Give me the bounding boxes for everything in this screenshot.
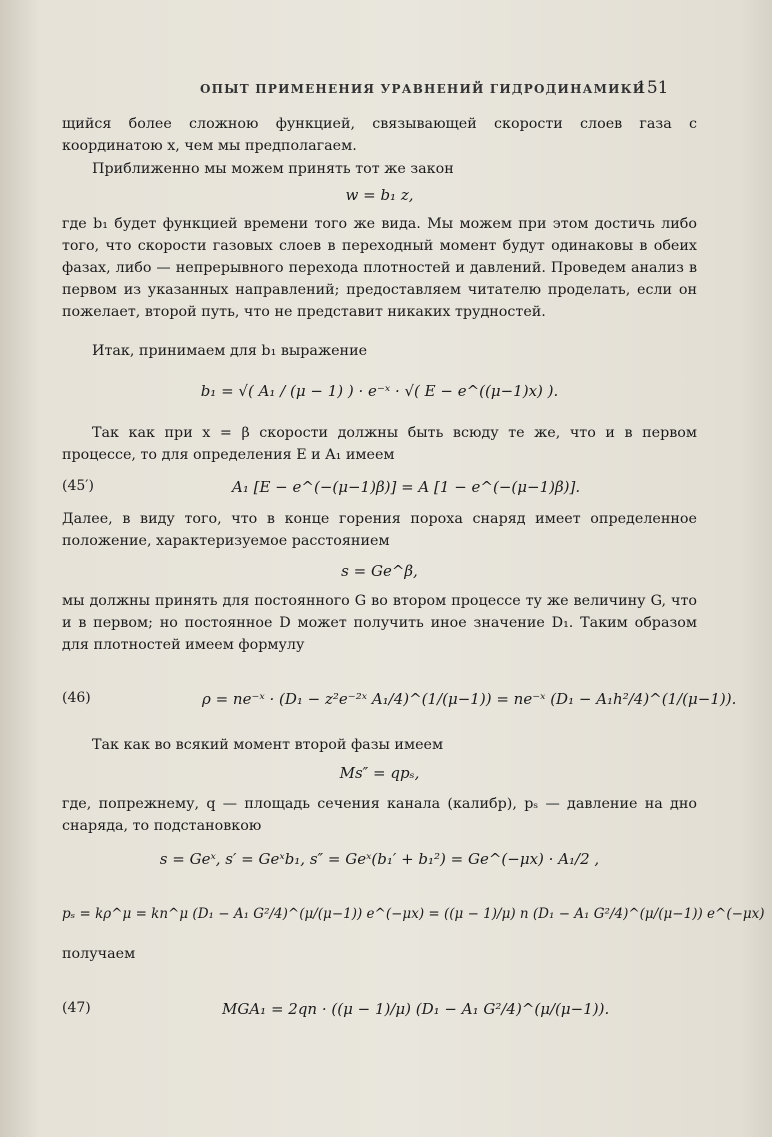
- paragraph-9: где, попрежнему, q — площадь сечения канала (калибр), pₛ — давление на дно снаряда, то подстановкою: [62, 796, 697, 834]
- formula-w: w = b₁ z,: [345, 186, 414, 204]
- formula-b1: b₁ = √( A₁ / (μ − 1) ) · e⁻ˣ · √( E − e^((μ−1)x) ).: [200, 382, 559, 400]
- paragraph-6: Далее, в виду того, что в конце горения пороха снаряд имеет определенное положение, характеризуемое расстоянием: [62, 511, 697, 549]
- equation-number-45: (45′): [62, 478, 94, 494]
- paragraph-2: Приближенно мы можем принять тот же закон: [92, 161, 454, 177]
- formula-substitution: s = Geˣ, s′ = Geˣb₁, s″ = Geˣ(b₁′ + b₁²) = Ge^(−μx) · A₁/2 ,: [159, 850, 600, 868]
- formula-ms: Ms″ = qpₛ,: [339, 764, 420, 782]
- page-number: 151: [636, 78, 669, 98]
- equation-46-body: ρ = ne⁻ˣ · (D₁ − z²e⁻²ˣ A₁/4)^(1/(μ−1)) = ne⁻ˣ (D₁ − A₁h²/4)^(1/(μ−1)).: [202, 690, 737, 708]
- paragraph-10: получаем: [62, 946, 136, 962]
- paragraph-5: Так как при x = β скорости должны быть всюду те же, что и в первом процессе, то для определения E и A₁ имеем: [62, 425, 697, 463]
- paragraph-3: где b₁ будет функцией времени того же вида. Мы можем при этом достичь либо того, что скорости газовых слоев в переходный момент будут одинаковы в обеих фазах, либо — непрерывного перехода плотностей и давлений. Проведем анализ в первом из указанных направлений; предоставляем читателю проделать, если он пожелает, второй путь, что не представит никаких трудностей.: [62, 216, 697, 320]
- equation-number-46: (46): [62, 690, 91, 706]
- paragraph-1: щийся более сложною функцией, связывающей скорости слоев газа с координатою x, чем мы предполагаем.: [62, 116, 697, 154]
- page-header: [0, 80, 772, 104]
- paragraph-7: мы должны принять для постоянного G во втором процессе ту же величину G, что и в первом; но постоянное D может получить иное значение D₁. Таким образом для плотностей имеем формулу: [62, 593, 697, 653]
- paragraph-4: Итак, принимаем для b₁ выражение: [92, 343, 368, 359]
- running-title: ОПЫТ ПРИМЕНЕНИЯ УРАВНЕНИЙ ГИДРОДИНАМИКИ: [200, 82, 646, 96]
- paragraph-8: Так как во всякий момент второй фазы имеем: [92, 737, 444, 753]
- book-page: ОПЫТ ПРИМЕНЕНИЯ УРАВНЕНИЙ ГИДРОДИНАМИКИ 151 щийся более сложною функцией, связывающей скорости слоев газа с координатою x, чем мы предполагаем. Приближенно мы можем принять тот же закон w = b₁ z, где b₁ будет функцией времени того же вида. Мы можем при этом достичь либо того, что скорости газовых слоев в переходный момент будут одинаковы в обеих фазах, либо — непрерывного перехода плотностей и давлений. Проведем анализ в первом из указанных направлений; предоставляем читателю проделать, если он пожелает, второй путь, что не представит никаких трудностей. Итак, принимаем для b₁ выражение b₁ = √( A₁ / (μ − 1) ) · e⁻ˣ · √( E − e^((μ−1)x) ). Так как при x = β скорости должны быть всюду те же, что и в первом процессе, то для определения E и A₁ имеем (45′) A₁ [E − e^(−(μ−1)β)] = A [1 − e^(−(μ−1)β)]. Далее, в виду того, что в конце горения пороха снаряд имеет определенное положение, характеризуемое расстоянием s = Ge^β, мы должны принять для постоянного G во втором процессе ту же величину G, что и в первом; но постоянное D может получить иное значение D₁. Таким образом для плотностей имеем формулу (46) ρ = ne⁻ˣ · (D₁ − z²e⁻²ˣ A₁/4)^(1/(μ−1)) = ne⁻ˣ (D₁ − A₁h²/4)^(1/(μ−1)). Так как во всякий момент второй фазы имеем Ms″ = qpₛ, где, попрежнему, q — площадь сечения канала (калибр), pₛ — давление на дно снаряда, то подстановкою s = Geˣ, s′ = Geˣb₁, s″ = Geˣ(b₁′ + b₁²) = Ge^(−μx) · A₁/2 , pₛ = kρ^μ = kn^μ (D₁ − A₁ G²/4)^(μ/(μ−1)) e^(−μx) = ((μ − 1)/μ) n (D₁ − A₁ G²/4)^(μ/(μ−1)) e^(−μx) получаем (47) MGA₁ = 2qn · ((μ − 1)/μ) (D₁ − A₁ G²/4)^(μ/(μ−1)).: [0, 0, 772, 1137]
- equation-45-body: A₁ [E − e^(−(μ−1)β)] = A [1 − e^(−(μ−1)β)].: [232, 478, 581, 496]
- equation-47-body: MGA₁ = 2qn · ((μ − 1)/μ) (D₁ − A₁ G²/4)^(μ/(μ−1)).: [222, 1000, 610, 1018]
- equation-number-47: (47): [62, 1000, 91, 1016]
- formula-s: s = Ge^β,: [341, 562, 418, 580]
